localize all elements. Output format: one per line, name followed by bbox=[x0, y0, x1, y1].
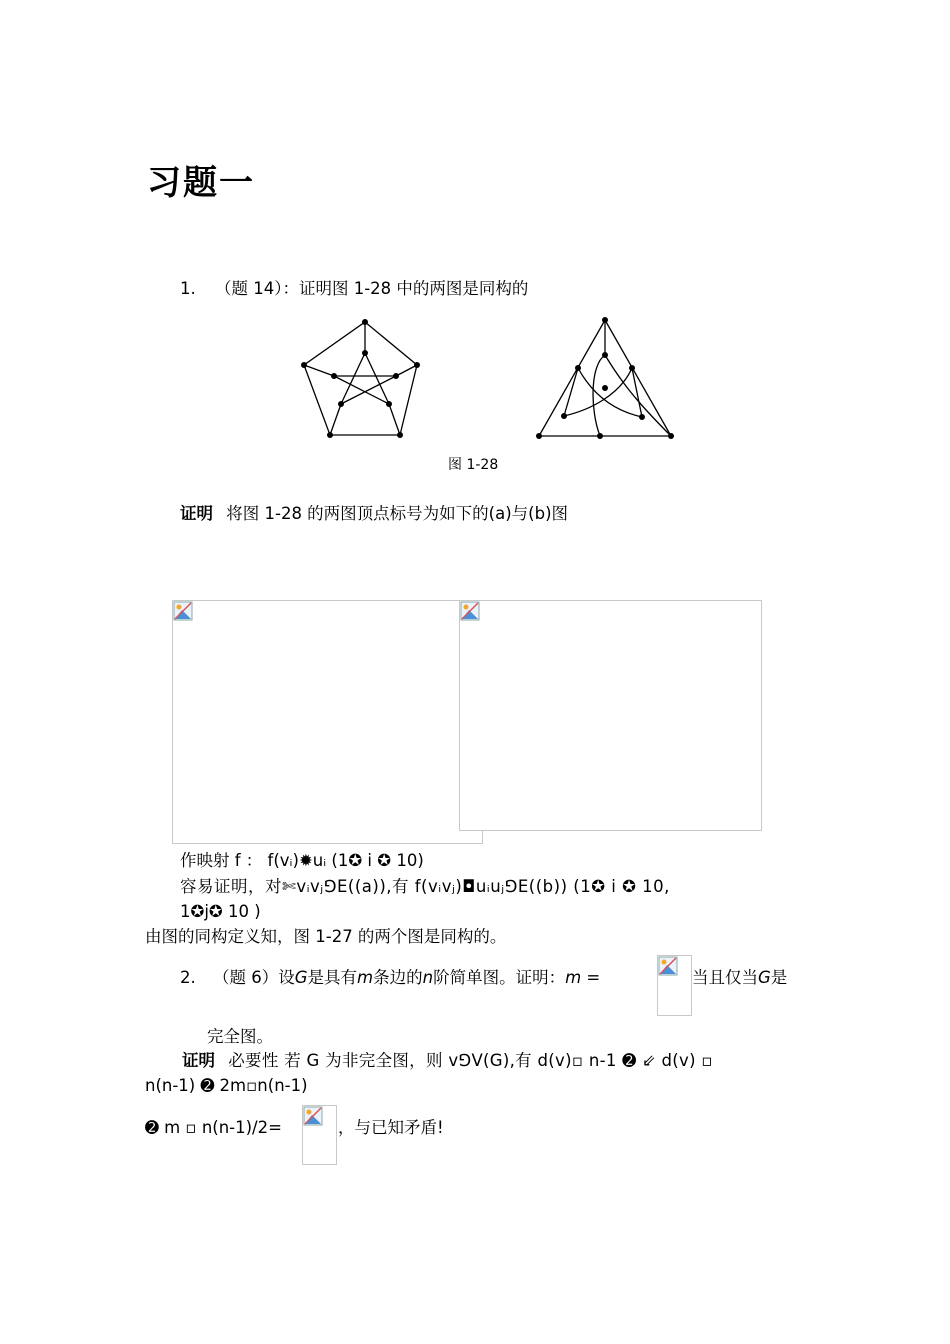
proof-2-line-3: ➋ m ▫ n(n-1)/2= bbox=[145, 1118, 282, 1137]
formula-image bbox=[657, 955, 692, 1016]
proof-label: 证明 bbox=[180, 504, 213, 523]
figure-a-image bbox=[172, 600, 483, 844]
broken-image-icon bbox=[658, 956, 678, 976]
var-G: G bbox=[294, 968, 308, 987]
question-2-line-2: 完全图。 bbox=[207, 1027, 273, 1046]
formula-image bbox=[302, 1105, 337, 1165]
proof-1-intro bbox=[180, 503, 568, 525]
var-G: G bbox=[758, 968, 771, 987]
question-text-c: 条边的 bbox=[373, 968, 423, 987]
figure-caption: 图 1-28 bbox=[448, 457, 499, 473]
triangle-graph bbox=[539, 320, 671, 436]
figure-b-image bbox=[459, 600, 762, 831]
question-text: （题 14）：证明图 1-28 中的两图是同构的 bbox=[215, 279, 529, 298]
petersen-graph-vertices bbox=[301, 319, 420, 438]
question-2 bbox=[180, 967, 600, 989]
broken-image-icon bbox=[173, 601, 193, 621]
proof-2-line-1 bbox=[182, 1050, 713, 1072]
petersen-graph bbox=[304, 322, 417, 435]
broken-image-icon bbox=[303, 1106, 323, 1126]
question-1 bbox=[180, 278, 528, 300]
question-text-e: 当且仅当 bbox=[692, 968, 758, 987]
proof-label: 证明 bbox=[182, 1051, 215, 1070]
mapping-line-1: 作映射 f ： f(vᵢ)✹uᵢ (1✪ i ✪ 10) bbox=[180, 851, 424, 870]
figure-graphs bbox=[290, 310, 690, 450]
var-m: m bbox=[357, 968, 374, 987]
var-m: m bbox=[565, 968, 582, 987]
proof-2-conclusion: ，与已知矛盾! bbox=[338, 1118, 444, 1137]
var-n: n bbox=[422, 968, 434, 987]
proof-2-line-2: n(n-1) ➋ 2m▫n(n-1) bbox=[145, 1076, 308, 1095]
mapping-conclusion: 由图的同构定义知，图 1-27 的两个图是同构的。 bbox=[145, 927, 507, 946]
mapping-line-2: 容易证明，对✄vᵢvⱼ⅁E((a)),有 f(vᵢvⱼ)◘uᵢuⱼ⅁E((b)) (1✪ i ✪ 10, bbox=[180, 877, 670, 896]
question-number: 1. bbox=[180, 279, 196, 298]
question-text-f: 是 bbox=[770, 968, 788, 987]
broken-image-icon bbox=[460, 601, 480, 621]
page-title: 习题一 bbox=[147, 163, 255, 203]
proof-text: 必要性 若 G 为非完全图，则 v⅁V(G),有 d(v)▫ n-1 ➋ ⇙ d(v) ▫ bbox=[228, 1051, 713, 1070]
question-2-tail bbox=[692, 967, 787, 989]
mapping-line-3: 1✪j✪ 10 ) bbox=[180, 902, 261, 921]
question-text-b: 是具有 bbox=[307, 968, 358, 987]
proof-text: 将图 1-28 的两图顶点标号为如下的(a)与(b)图 bbox=[226, 504, 569, 523]
question-text-a: （题 6）设 bbox=[213, 968, 295, 987]
equals-sign: = bbox=[581, 968, 601, 987]
question-number: 2. bbox=[180, 968, 196, 987]
question-text-d: 阶简单图。证明： bbox=[433, 968, 566, 987]
